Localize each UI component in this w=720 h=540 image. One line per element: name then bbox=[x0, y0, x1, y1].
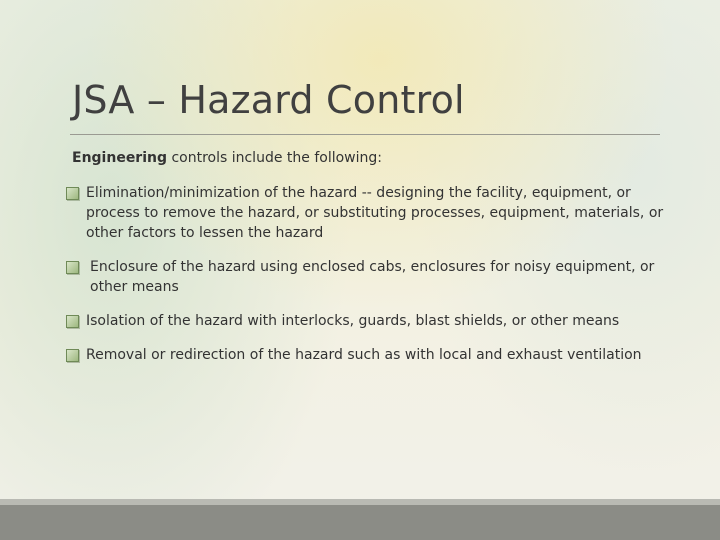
footer-band bbox=[0, 505, 720, 540]
intro-emphasis: Engineering bbox=[72, 150, 167, 166]
list-item bbox=[66, 183, 666, 243]
square-bullet-icon bbox=[66, 349, 79, 362]
bullet-text: Elimination/minimization of the hazard -- designing the facility, equipment, or process to remove the hazard, or substituting processes, equipment, materials, or other factors to lessen the hazard bbox=[86, 185, 664, 241]
square-bullet-icon bbox=[66, 315, 79, 328]
intro-text bbox=[72, 150, 382, 166]
title-divider bbox=[70, 134, 660, 135]
square-bullet-icon bbox=[66, 261, 79, 274]
intro-rest: controls include the following: bbox=[167, 150, 382, 166]
bullet-list bbox=[66, 183, 666, 379]
square-bullet-icon bbox=[66, 187, 79, 200]
bullet-text: Enclosure of the hazard using enclosed cabs, enclosures for noisy equipment, or other means bbox=[90, 259, 655, 295]
list-item bbox=[66, 345, 666, 365]
bullet-text: Removal or redirection of the hazard such as with local and exhaust ventilation bbox=[86, 347, 642, 363]
slide-title: JSA – Hazard Control bbox=[72, 78, 465, 122]
list-item bbox=[66, 257, 666, 297]
bullet-text: Isolation of the hazard with interlocks, guards, blast shields, or other means bbox=[86, 313, 620, 329]
list-item bbox=[66, 311, 666, 331]
